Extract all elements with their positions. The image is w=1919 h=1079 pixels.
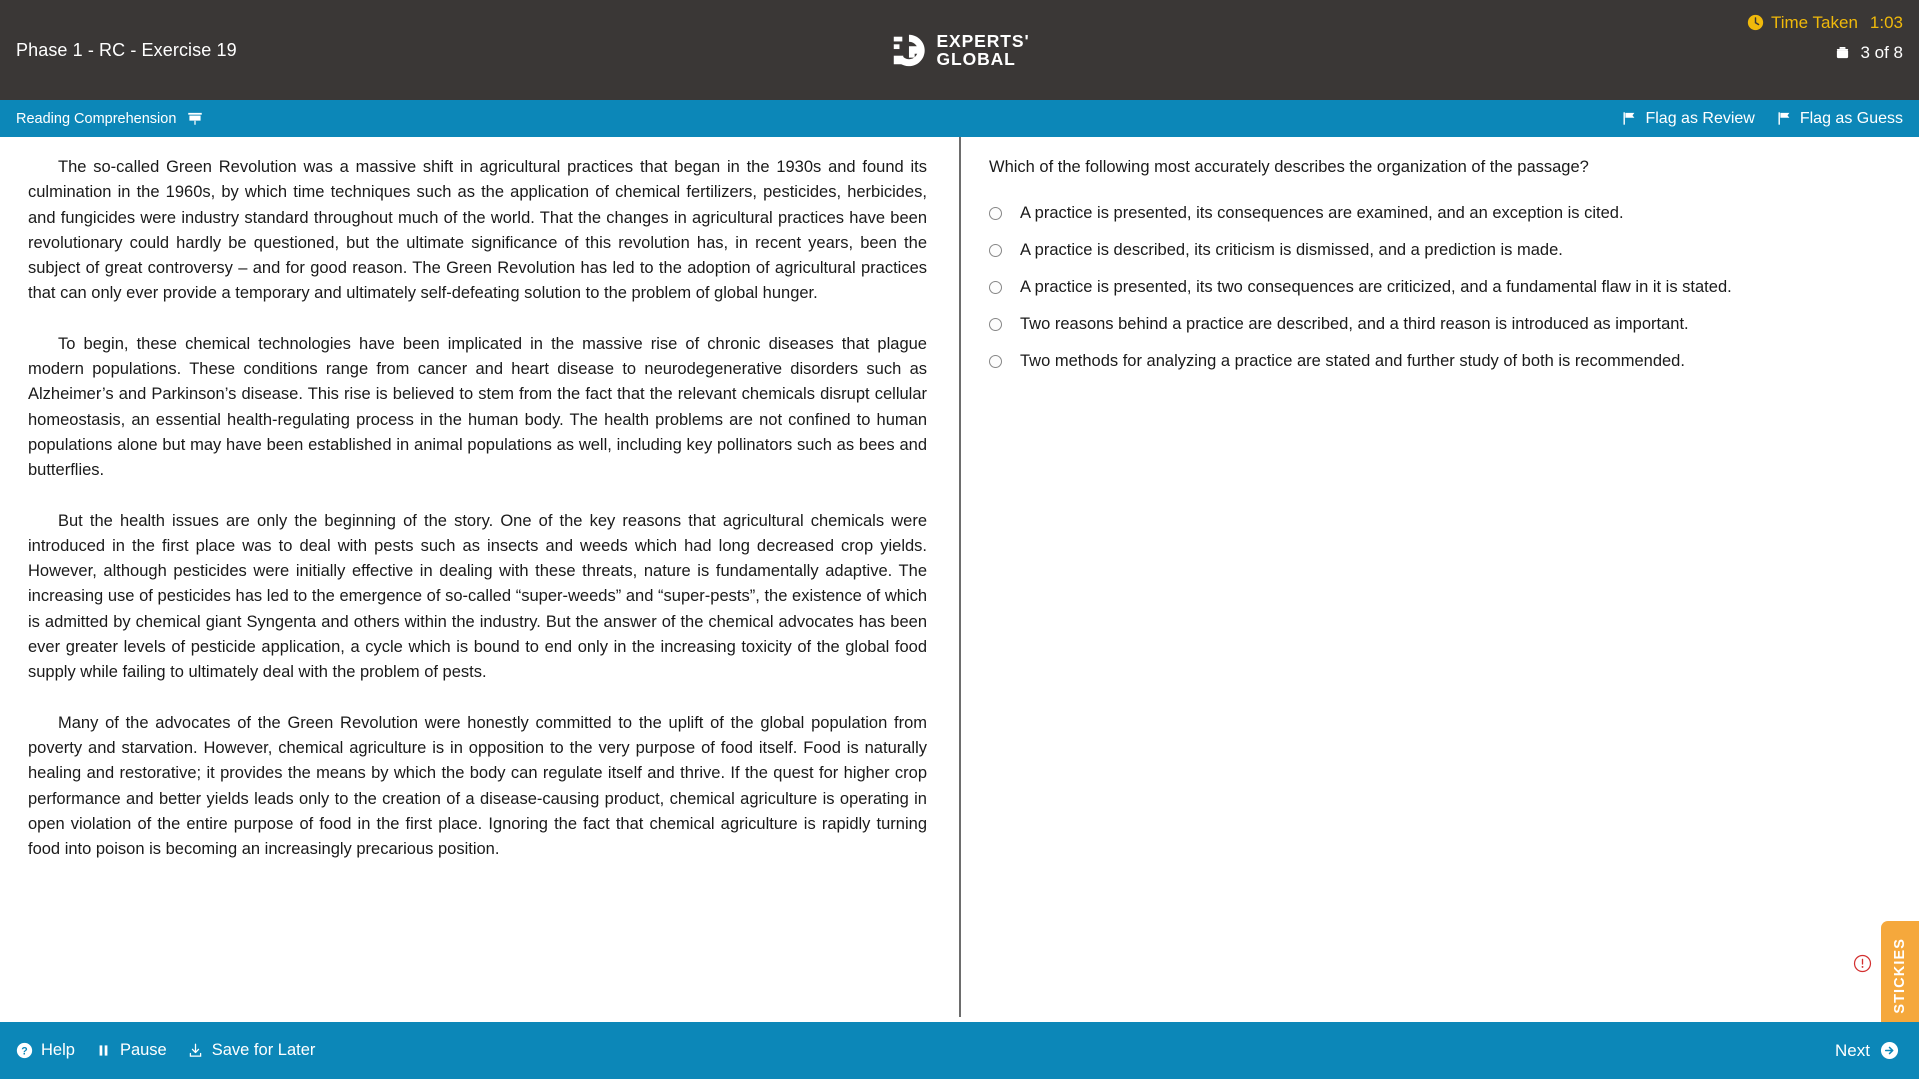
- question-counter-value: 3 of 8: [1860, 43, 1903, 62]
- logo-line-2: GLOBAL: [936, 49, 1016, 69]
- clock-icon: [1747, 14, 1764, 31]
- bottom-toolbar: [0, 1022, 1919, 1079]
- answer-option-4[interactable]: [989, 314, 1897, 335]
- radio-button-1[interactable]: [989, 207, 1002, 220]
- bottom-button-group: [16, 1041, 315, 1060]
- answer-option-label: Two reasons behind a practice are described, and a third reason is introduced as important.: [1020, 315, 1689, 333]
- pause-label: Pause: [119, 1041, 167, 1059]
- time-taken-label: Time Taken: [1770, 13, 1858, 32]
- main-content-area: [0, 137, 1919, 1022]
- pause-icon: [95, 1042, 112, 1059]
- answer-option-3[interactable]: [989, 277, 1897, 298]
- help-question-icon: [16, 1042, 33, 1059]
- next-label: Next: [1835, 1040, 1870, 1060]
- section-toolbar: [0, 100, 1919, 137]
- logo-wordmark: [936, 32, 1029, 68]
- briefcase-icon: [1834, 44, 1851, 61]
- radio-button-5[interactable]: [989, 355, 1002, 368]
- flag-as-guess-label: Flag as Guess: [1799, 109, 1903, 127]
- section-label: Reading Comprehension: [16, 110, 177, 127]
- arrow-right-circle-icon: [1880, 1041, 1899, 1060]
- radio-button-3[interactable]: [989, 281, 1002, 294]
- reading-passage: [0, 137, 955, 887]
- answer-option-5[interactable]: [989, 351, 1897, 372]
- section-label-group: [16, 110, 204, 128]
- passage-paragraph: The so-called Green Revolution was a massive shift in agricultural practices that began in the 1930s and found its culmination in the 1960s, by which time techniques such as the application of chemical fertilizers, pesticides, herbicides, and fungicides were industry standard throughout much of the world. That the changes in agricultural practices have been revolutionary could hardly be questioned, but the ultimate significance of this revolution has, in recent years, been the subject of great controversy – and for good reason. The Green Revolution has led to the adoption of agricultural practices that can only ever provide a temporary and ultimately self-defeating solution to the problem of global hunger.: [28, 158, 927, 303]
- presentation-screen-icon[interactable]: [186, 110, 204, 128]
- save-for-later-label: Save for Later: [211, 1041, 316, 1059]
- help-button[interactable]: [16, 1041, 75, 1060]
- svg-text:?: ?: [21, 1045, 28, 1058]
- flag-icon: [1777, 111, 1792, 126]
- help-label: Help: [41, 1041, 75, 1059]
- logo-line-1: EXPERTS': [936, 31, 1030, 51]
- flag-button-group: [1622, 110, 1903, 128]
- question-counter-row: [1747, 44, 1903, 61]
- next-button[interactable]: [1835, 1041, 1903, 1061]
- answer-option-label: A practice is described, its criticism is dismissed, and a prediction is made.: [1020, 241, 1563, 259]
- time-taken-row: [1747, 14, 1903, 31]
- radio-button-4[interactable]: [989, 318, 1002, 331]
- passage-paragraph: Many of the advocates of the Green Revolution were honestly committed to the uplift of the global population from poverty and starvation. However, chemical agriculture is in opposition to the very purpose of food itself. Food is naturally healing and restorative; it provides the means by which the body can regulate itself and thrive. If the quest for higher crop performance and better yields leads only to the creation of a disease-causing product, chemical agriculture is operating in open violation of the entire purpose of food in the first place. Ignoring the fact that chemical agriculture is rapidly turning food into poison is becoming an increasingly precarious position.: [28, 713, 927, 859]
- exercise-title: Phase 1 - RC - Exercise 19: [16, 40, 237, 60]
- stickies-label: STICKIES: [1892, 938, 1908, 1014]
- flag-icon: [1622, 111, 1637, 126]
- answer-option-label: A practice is presented, its two consequences are criticized, and a fundamental flaw in it is stated.: [1020, 278, 1732, 296]
- save-for-later-button[interactable]: [187, 1041, 316, 1060]
- question-prompt: Which of the following most accurately describes the organization of the passage?: [989, 158, 1589, 176]
- status-block: [1747, 14, 1903, 61]
- top-header-bar: [0, 0, 1919, 100]
- download-save-icon: [187, 1042, 204, 1059]
- passage-paragraph: But the health issues are only the beginning of the story. One of the key reasons that agricultural chemicals were introduced in the first place was to deal with pests such as insects and weeds which had long decreased crop yields. However, although pesticides were initially effective in dealing with these threats, nature is fundamentally adaptive. The increasing use of pesticides has led to the emergence of so-called “super-weeds” and “super-pests”, the existence of which is admitted by chemical giant Syngenta and others within the industry. But the answer of the chemical advocates has been ever greater levels of pesticide application, a cycle which is bound to end only in the increasing toxicity of the global food supply while failing to ultimately deal with the problem of pests.: [28, 511, 927, 682]
- answer-option-2[interactable]: [989, 240, 1897, 261]
- answer-option-label: A practice is presented, its consequences are examined, and an exception is cited.: [1020, 204, 1624, 222]
- radio-button-2[interactable]: [989, 244, 1002, 257]
- answer-option-label: Two methods for analyzing a practice are stated and further study of both is recommended.: [1020, 352, 1685, 370]
- question-panel: [961, 137, 1919, 388]
- alert-exclamation-icon[interactable]: [1853, 954, 1872, 973]
- passage-paragraph: To begin, these chemical technologies have been implicated in the massive rise of chronic diseases that plague modern populations. These conditions range from cancer and heart disease to neurodegenerative disorders such as Alzheimer’s and Parkinson’s disease. This rise is believed to stem from the fact that the relevant chemicals disrupt cellular homeostasis, an essential health-regulating process in the human body. The health problems are not confined to human populations alone but may have been established in animal populations as well, including key pollinators such as bees and butterflies.: [28, 334, 927, 480]
- answer-option-1[interactable]: [989, 203, 1897, 224]
- flag-as-guess-button[interactable]: [1777, 110, 1903, 128]
- flag-as-review-button[interactable]: [1622, 110, 1754, 128]
- time-taken-value: 1:03: [1869, 13, 1903, 32]
- brand-logo: [889, 31, 1029, 69]
- pause-button[interactable]: [95, 1041, 167, 1060]
- flag-as-review-label: Flag as Review: [1645, 109, 1755, 127]
- experts-global-logo-icon: [889, 31, 927, 69]
